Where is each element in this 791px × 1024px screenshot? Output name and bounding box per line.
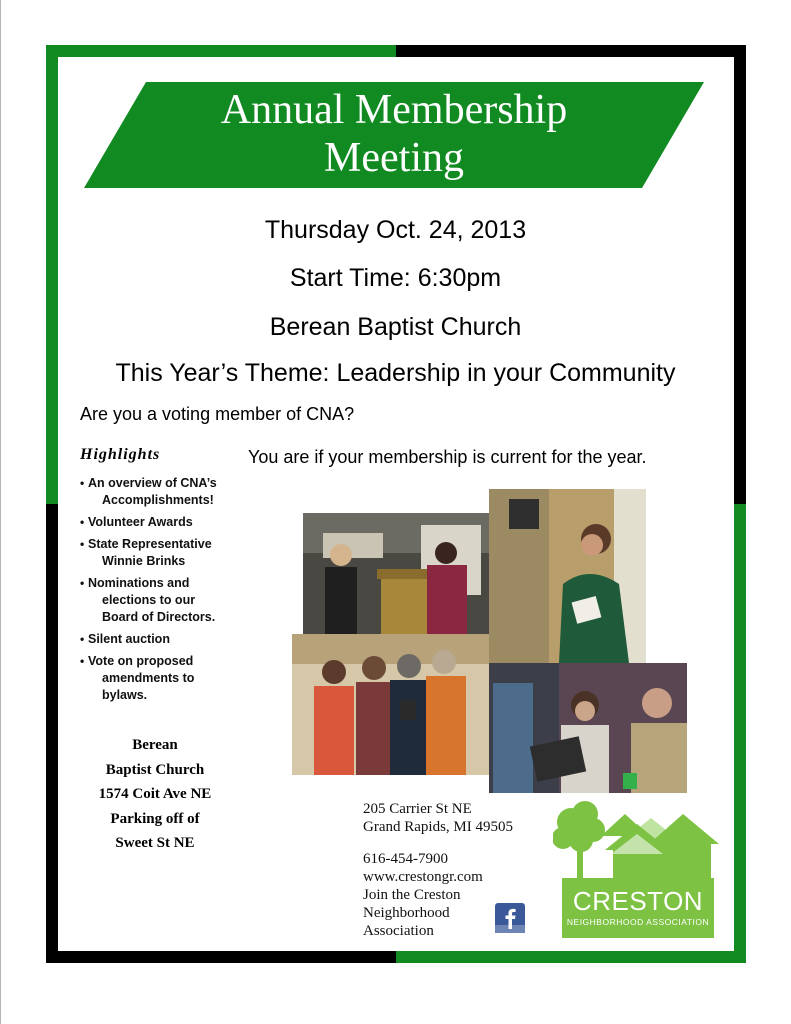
title-line-2: Meeting	[324, 135, 464, 181]
flyer-title	[84, 86, 704, 182]
location-line: Parking off of	[110, 810, 200, 827]
highlights-title: Highlights	[80, 446, 161, 463]
website-link[interactable]: www.crestongr.com	[363, 869, 483, 885]
event-start-time: Start Time: 6:30pm	[289, 264, 502, 292]
event-date: Thursday Oct. 24, 2013	[264, 216, 527, 244]
location-line: Baptist Church	[105, 761, 205, 778]
address-line: Grand Rapids, MI 49505	[363, 819, 513, 835]
event-venue: Berean Baptist Church	[269, 313, 522, 341]
highlight-line: bylaws.	[102, 688, 148, 702]
highlight-line: • Nominations and	[88, 576, 190, 590]
facebook-icon[interactable]	[495, 903, 525, 933]
highlight-line: elections to our	[102, 593, 196, 607]
photo-audience	[489, 663, 687, 793]
highlight-item	[78, 575, 253, 626]
event-theme: This Year’s Theme: Leadership in your Community	[115, 359, 676, 387]
highlight-item	[78, 475, 253, 509]
highlight-line: amendments to	[102, 671, 195, 685]
page-edge-rule	[0, 0, 1, 1024]
highlight-line: • Volunteer Awards	[88, 515, 193, 529]
photo-speaker-woman	[489, 489, 646, 663]
highlight-line: Accomplishments!	[102, 493, 214, 507]
location-line: Berean	[132, 737, 178, 753]
join-line: Neighborhood	[363, 905, 450, 921]
highlight-line: • Vote on proposed	[88, 654, 194, 668]
contact-info	[363, 800, 513, 940]
highlight-item	[78, 631, 253, 648]
phone-number: 616-454-7900	[363, 851, 448, 867]
highlight-item	[78, 514, 253, 531]
photo-podium-speakers	[303, 513, 489, 634]
highlight-line: Winnie Brinks	[102, 554, 186, 568]
voting-question: Are you a voting member of CNA?	[80, 404, 355, 424]
address-line: 205 Carrier St NE	[363, 801, 472, 817]
photo-award-group	[292, 634, 489, 775]
highlight-item	[78, 653, 253, 704]
highlight-line: Board of Directors.	[102, 610, 216, 624]
highlight-line: • Silent auction	[88, 632, 170, 646]
highlights-list	[78, 475, 253, 709]
location-block	[80, 733, 230, 856]
title-line-1: Annual Membership	[220, 87, 568, 133]
location-line: 1574 Coit Ave NE	[98, 786, 212, 802]
logo-subtitle: NEIGHBORHOOD ASSOCIATION	[566, 917, 710, 927]
location-line: Sweet St NE	[115, 835, 195, 851]
join-line: Association	[363, 923, 434, 939]
highlight-item	[78, 536, 253, 570]
join-line: Join the Creston	[363, 887, 461, 903]
highlight-line: • State Representative	[88, 537, 212, 551]
logo-name: CRESTON	[572, 886, 704, 916]
highlight-line: • An overview of CNA’s	[88, 476, 217, 490]
voting-answer: You are if your membership is current for the year.	[248, 447, 647, 467]
